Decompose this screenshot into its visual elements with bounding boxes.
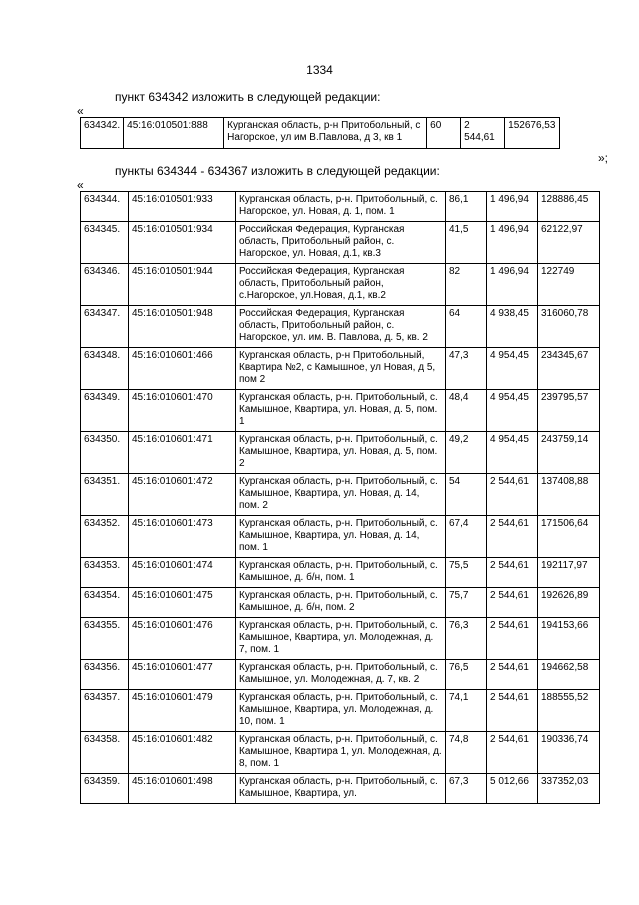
cell-address: Курганская область, р-н. Притобольный, с. Камышное, Квартира 1, ул. Молодежная, д. 8, пом. 1 [236, 732, 446, 774]
cell-value: 194153,66 [538, 618, 600, 660]
cell-address: Российская Федерация, Курганская область, Притобольный район, с. Нагорское, ул. им. В. Павлова, д. 5, кв. 2 [236, 306, 446, 348]
cell-area: 82 [446, 264, 487, 306]
cell-rate: 2 544,61 [487, 474, 538, 516]
table-items-634344-634359 [80, 191, 600, 804]
table-row [81, 390, 600, 432]
cell-rate: 4 954,45 [487, 348, 538, 390]
cell-item-number: 634353. [81, 558, 129, 588]
table-row [81, 618, 600, 660]
cell-address: Курганская область, р-н. Притобольный, с. Камышное, Квартира, ул. Молодежная, д. 10, пом. 1 [236, 690, 446, 732]
cell-value: 128886,45 [538, 192, 600, 222]
cell-item-number: 634345. [81, 222, 129, 264]
open-quote-2: « [77, 178, 84, 192]
cell-area: 41,5 [446, 222, 487, 264]
cell-area: 67,3 [446, 774, 487, 804]
cell-address: Курганская область, р-н. Притобольный, с. Камышное, Квартира, ул. Новая, д. 5, пом. 2 [236, 432, 446, 474]
cell-cadastral-number: 45:16:010501:888 [124, 118, 224, 149]
cell-cadastral-number: 45:16:010501:933 [129, 192, 236, 222]
cell-address: Курганская область, р-н. Притобольный, с. Камышное, Квартира, ул. Новая, д. 14, пом. 2 [236, 474, 446, 516]
table-row [81, 732, 600, 774]
cell-rate: 2 544,61 [487, 732, 538, 774]
cell-rate: 2 544,61 [487, 690, 538, 732]
cell-cadastral-number: 45:16:010501:948 [129, 306, 236, 348]
table-row [81, 348, 600, 390]
intro-paragraph-1: пункт 634342 изложить в следующей редакции: [115, 90, 381, 104]
table-row [81, 306, 600, 348]
table-row [81, 192, 600, 222]
cell-area: 64 [446, 306, 487, 348]
cell-item-number: 634342. [81, 118, 124, 149]
cell-address: Российская Федерация, Курганская область, Притобольный район, с. Нагорское, ул. Новая, д.1, кв.3 [236, 222, 446, 264]
table-row [81, 690, 600, 732]
cell-address: Курганская область, р-н. Притобольный, с. Камышное, д. б/н, пом. 2 [236, 588, 446, 618]
cell-rate: 1 496,94 [487, 222, 538, 264]
cell-value: 239795,57 [538, 390, 600, 432]
cell-cadastral-number: 45:16:010601:477 [129, 660, 236, 690]
cell-area: 75,7 [446, 588, 487, 618]
cell-area: 47,3 [446, 348, 487, 390]
cell-rate: 2 544,61 [487, 618, 538, 660]
cell-rate: 2 544,61 [487, 660, 538, 690]
cell-value: 190336,74 [538, 732, 600, 774]
cell-item-number: 634354. [81, 588, 129, 618]
cell-address: Курганская область, р-н. Притобольный, с. Камышное, Квартира, ул. Молодежная, д. 7, пом. 1 [236, 618, 446, 660]
cell-address: Курганская область, р-н Притобольный, с Нагорское, ул им В.Павлова, д 3, кв 1 [224, 118, 427, 149]
cell-rate: 2 544,61 [461, 118, 505, 149]
cell-cadastral-number: 45:16:010601:474 [129, 558, 236, 588]
table-row [81, 264, 600, 306]
cell-value: 171506,64 [538, 516, 600, 558]
cell-area: 49,2 [446, 432, 487, 474]
cell-address: Курганская область, р-н. Притобольный, с. Камышное, Квартира, ул. [236, 774, 446, 804]
cell-value: 194662,58 [538, 660, 600, 690]
cell-area: 67,4 [446, 516, 487, 558]
open-quote-1: « [77, 104, 84, 118]
cell-item-number: 634348. [81, 348, 129, 390]
cell-cadastral-number: 45:16:010601:471 [129, 432, 236, 474]
cell-cadastral-number: 45:16:010601:479 [129, 690, 236, 732]
table-item-634342 [80, 117, 560, 149]
cell-area: 74,1 [446, 690, 487, 732]
cell-cadastral-number: 45:16:010601:476 [129, 618, 236, 660]
cell-area: 60 [427, 118, 461, 149]
cell-area: 76,5 [446, 660, 487, 690]
page-number: 1334 [306, 63, 333, 77]
cell-value: 62122,97 [538, 222, 600, 264]
cell-cadastral-number: 45:16:010601:482 [129, 732, 236, 774]
cell-rate: 4 954,45 [487, 432, 538, 474]
cell-cadastral-number: 45:16:010501:944 [129, 264, 236, 306]
table-row [81, 558, 600, 588]
table-row [81, 474, 600, 516]
table-row [81, 432, 600, 474]
cell-cadastral-number: 45:16:010601:466 [129, 348, 236, 390]
cell-cadastral-number: 45:16:010601:472 [129, 474, 236, 516]
table-row [81, 118, 560, 149]
cell-rate: 2 544,61 [487, 558, 538, 588]
cell-area: 86,1 [446, 192, 487, 222]
cell-value: 234345,67 [538, 348, 600, 390]
cell-area: 75,5 [446, 558, 487, 588]
cell-rate: 1 496,94 [487, 264, 538, 306]
cell-item-number: 634349. [81, 390, 129, 432]
table-row [81, 516, 600, 558]
cell-address: Курганская область, р-н. Притобольный, с. Камышное, ул. Молодежная, д. 7, кв. 2 [236, 660, 446, 690]
cell-area: 54 [446, 474, 487, 516]
cell-address: Курганская область, р-н. Притобольный, с. Камышное, Квартира, ул. Новая, д. 5, пом. 1 [236, 390, 446, 432]
cell-item-number: 634350. [81, 432, 129, 474]
cell-area: 76,3 [446, 618, 487, 660]
cell-address: Курганская область, р-н. Притобольный, с. Камышное, Квартира, ул. Новая, д. 14, пом. 1 [236, 516, 446, 558]
cell-item-number: 634351. [81, 474, 129, 516]
cell-cadastral-number: 45:16:010501:934 [129, 222, 236, 264]
close-quote: »; [598, 151, 609, 165]
cell-value: 122749 [538, 264, 600, 306]
cell-item-number: 634356. [81, 660, 129, 690]
cell-cadastral-number: 45:16:010601:498 [129, 774, 236, 804]
cell-rate: 2 544,61 [487, 588, 538, 618]
cell-item-number: 634355. [81, 618, 129, 660]
cell-rate: 5 012,66 [487, 774, 538, 804]
table-row [81, 660, 600, 690]
intro-paragraph-2: пункты 634344 - 634367 изложить в следующей редакции: [115, 164, 440, 178]
table-row [81, 774, 600, 804]
cell-rate: 4 954,45 [487, 390, 538, 432]
cell-item-number: 634344. [81, 192, 129, 222]
cell-item-number: 634346. [81, 264, 129, 306]
cell-value: 243759,14 [538, 432, 600, 474]
cell-cadastral-number: 45:16:010601:475 [129, 588, 236, 618]
cell-address: Курганская область, р-н. Притобольный, с. Нагорское, ул. Новая, д. 1, пом. 1 [236, 192, 446, 222]
cell-address: Курганская область, р-н Притобольный, Квартира №2, с Камышное, ул Новая, д 5, пом 2 [236, 348, 446, 390]
cell-address: Российская Федерация, Курганская область, Притобольный район, с.Нагорское, ул.Новая, д.1, кв.2 [236, 264, 446, 306]
table-row [81, 222, 600, 264]
cell-address: Курганская область, р-н. Притобольный, с. Камышное, д. б/н, пом. 1 [236, 558, 446, 588]
cell-value: 192117,97 [538, 558, 600, 588]
cell-cadastral-number: 45:16:010601:473 [129, 516, 236, 558]
cell-item-number: 634358. [81, 732, 129, 774]
cell-item-number: 634357. [81, 690, 129, 732]
cell-cadastral-number: 45:16:010601:470 [129, 390, 236, 432]
cell-item-number: 634352. [81, 516, 129, 558]
cell-rate: 1 496,94 [487, 192, 538, 222]
table-row [81, 588, 600, 618]
cell-value: 192626,89 [538, 588, 600, 618]
cell-value: 337352,03 [538, 774, 600, 804]
cell-value: 188555,52 [538, 690, 600, 732]
cell-rate: 2 544,61 [487, 516, 538, 558]
cell-value: 316060,78 [538, 306, 600, 348]
cell-item-number: 634359. [81, 774, 129, 804]
cell-value: 137408,88 [538, 474, 600, 516]
cell-rate: 4 938,45 [487, 306, 538, 348]
cell-area: 48,4 [446, 390, 487, 432]
cell-item-number: 634347. [81, 306, 129, 348]
cell-area: 74,8 [446, 732, 487, 774]
cell-value: 152676,53 [505, 118, 560, 149]
